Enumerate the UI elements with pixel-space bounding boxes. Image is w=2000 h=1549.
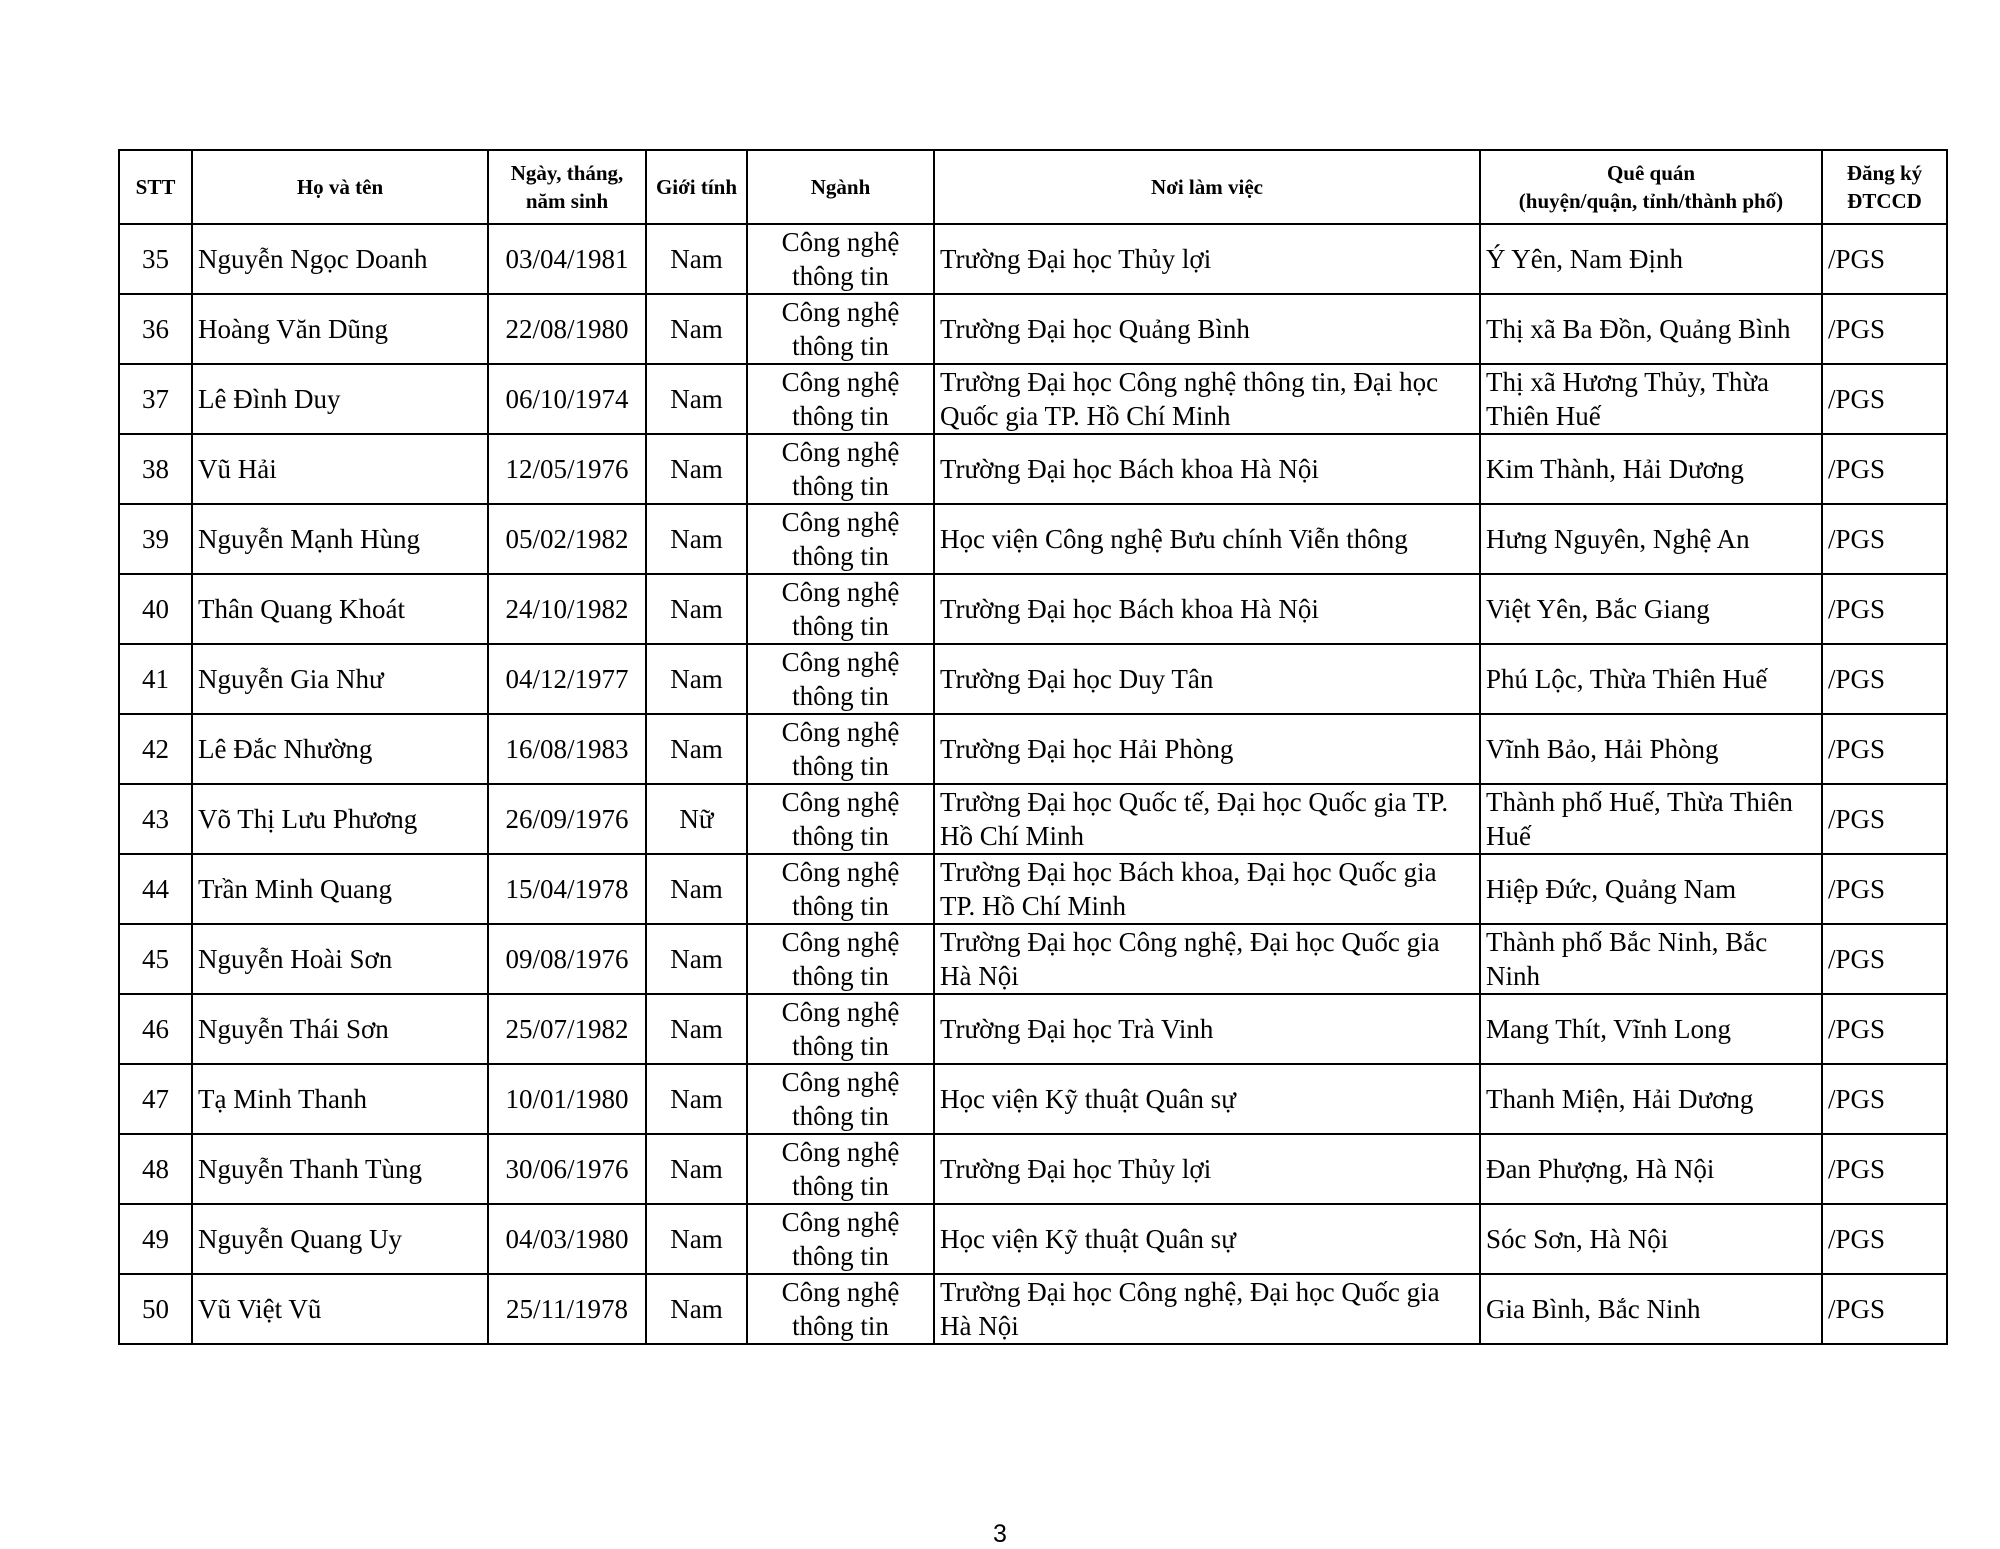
header-full-name: Họ và tên: [192, 150, 488, 224]
cell-gender: Nam: [646, 294, 747, 364]
cell-hometown: Thị xã Ba Đồn, Quảng Bình: [1480, 294, 1822, 364]
cell-birth-date: 05/02/1982: [488, 504, 646, 574]
cell-gender: Nam: [646, 1134, 747, 1204]
cell-birth-date: 24/10/1982: [488, 574, 646, 644]
cell-birth-date: 30/06/1976: [488, 1134, 646, 1204]
cell-field: Công nghệ thông tin: [747, 224, 934, 294]
cell-birth-date: 22/08/1980: [488, 294, 646, 364]
cell-birth-date: 04/03/1980: [488, 1204, 646, 1274]
cell-stt: 45: [119, 924, 192, 994]
cell-registration: /PGS: [1822, 714, 1947, 784]
cell-full-name: Nguyễn Thanh Tùng: [192, 1134, 488, 1204]
table-row: [119, 714, 1947, 784]
cell-gender: Nam: [646, 644, 747, 714]
cell-field: Công nghệ thông tin: [747, 1204, 934, 1274]
header-field: Ngành: [747, 150, 934, 224]
cell-field: Công nghệ thông tin: [747, 1134, 934, 1204]
cell-field: Công nghệ thông tin: [747, 294, 934, 364]
cell-hometown: Mang Thít, Vĩnh Long: [1480, 994, 1822, 1064]
header-gender: Giới tính: [646, 150, 747, 224]
cell-full-name: Thân Quang Khoát: [192, 574, 488, 644]
cell-stt: 50: [119, 1274, 192, 1344]
cell-registration: /PGS: [1822, 644, 1947, 714]
cell-full-name: Vũ Việt Vũ: [192, 1274, 488, 1344]
cell-field: Công nghệ thông tin: [747, 504, 934, 574]
cell-gender: Nam: [646, 1204, 747, 1274]
cell-birth-date: 16/08/1983: [488, 714, 646, 784]
cell-gender: Nam: [646, 434, 747, 504]
cell-hometown: Vĩnh Bảo, Hải Phòng: [1480, 714, 1822, 784]
cell-full-name: Nguyễn Mạnh Hùng: [192, 504, 488, 574]
cell-field: Công nghệ thông tin: [747, 854, 934, 924]
cell-gender: Nữ: [646, 784, 747, 854]
cell-gender: Nam: [646, 224, 747, 294]
cell-workplace: Trường Đại học Hải Phòng: [934, 714, 1480, 784]
cell-stt: 42: [119, 714, 192, 784]
cell-full-name: Lê Đình Duy: [192, 364, 488, 434]
cell-registration: /PGS: [1822, 504, 1947, 574]
cell-field: Công nghệ thông tin: [747, 434, 934, 504]
cell-gender: Nam: [646, 574, 747, 644]
cell-registration: /PGS: [1822, 1134, 1947, 1204]
cell-field: Công nghệ thông tin: [747, 574, 934, 644]
cell-hometown: Hiệp Đức, Quảng Nam: [1480, 854, 1822, 924]
cell-field: Công nghệ thông tin: [747, 1274, 934, 1344]
cell-workplace: Trường Đại học Thủy lợi: [934, 1134, 1480, 1204]
cell-workplace: Trường Đại học Quốc tế, Đại học Quốc gia TP. Hồ Chí Minh: [934, 784, 1480, 854]
cell-hometown: Thành phố Huế, Thừa Thiên Huế: [1480, 784, 1822, 854]
table-row: [119, 784, 1947, 854]
cell-stt: 35: [119, 224, 192, 294]
header-birth-date: Ngày, tháng, năm sinh: [488, 150, 646, 224]
table-body: [119, 224, 1947, 1344]
cell-field: Công nghệ thông tin: [747, 994, 934, 1064]
cell-birth-date: 04/12/1977: [488, 644, 646, 714]
cell-hometown: Ý Yên, Nam Định: [1480, 224, 1822, 294]
cell-full-name: Hoàng Văn Dũng: [192, 294, 488, 364]
cell-full-name: Nguyễn Quang Uy: [192, 1204, 488, 1274]
cell-birth-date: 26/09/1976: [488, 784, 646, 854]
cell-birth-date: 25/11/1978: [488, 1274, 646, 1344]
cell-gender: Nam: [646, 994, 747, 1064]
table-row: [119, 1274, 1947, 1344]
cell-birth-date: 10/01/1980: [488, 1064, 646, 1134]
cell-full-name: Vũ Hải: [192, 434, 488, 504]
cell-gender: Nam: [646, 1274, 747, 1344]
table-row: [119, 1134, 1947, 1204]
cell-registration: /PGS: [1822, 574, 1947, 644]
cell-stt: 37: [119, 364, 192, 434]
cell-stt: 38: [119, 434, 192, 504]
cell-hometown: Thanh Miện, Hải Dương: [1480, 1064, 1822, 1134]
cell-hometown: Hưng Nguyên, Nghệ An: [1480, 504, 1822, 574]
cell-birth-date: 09/08/1976: [488, 924, 646, 994]
cell-gender: Nam: [646, 854, 747, 924]
cell-hometown: Kim Thành, Hải Dương: [1480, 434, 1822, 504]
cell-stt: 40: [119, 574, 192, 644]
cell-stt: 43: [119, 784, 192, 854]
table-row: [119, 854, 1947, 924]
cell-gender: Nam: [646, 504, 747, 574]
cell-registration: /PGS: [1822, 1274, 1947, 1344]
cell-registration: /PGS: [1822, 994, 1947, 1064]
table-header-row: [119, 150, 1947, 224]
table-row: [119, 224, 1947, 294]
cell-registration: /PGS: [1822, 1064, 1947, 1134]
cell-stt: 46: [119, 994, 192, 1064]
cell-stt: 41: [119, 644, 192, 714]
cell-hometown: Thành phố Bắc Ninh, Bắc Ninh: [1480, 924, 1822, 994]
cell-workplace: Trường Đại học Công nghệ thông tin, Đại học Quốc gia TP. Hồ Chí Minh: [934, 364, 1480, 434]
cell-workplace: Học viện Kỹ thuật Quân sự: [934, 1204, 1480, 1274]
cell-workplace: Trường Đại học Bách khoa, Đại học Quốc gia TP. Hồ Chí Minh: [934, 854, 1480, 924]
cell-birth-date: 06/10/1974: [488, 364, 646, 434]
table-row: [119, 504, 1947, 574]
cell-registration: /PGS: [1822, 924, 1947, 994]
cell-stt: 49: [119, 1204, 192, 1274]
cell-workplace: Học viện Kỹ thuật Quân sự: [934, 1064, 1480, 1134]
cell-registration: /PGS: [1822, 854, 1947, 924]
cell-full-name: Nguyễn Ngọc Doanh: [192, 224, 488, 294]
table-row: [119, 924, 1947, 994]
cell-workplace: Học viện Công nghệ Bưu chính Viễn thông: [934, 504, 1480, 574]
cell-stt: 44: [119, 854, 192, 924]
cell-workplace: Trường Đại học Bách khoa Hà Nội: [934, 434, 1480, 504]
cell-workplace: Trường Đại học Công nghệ, Đại học Quốc gia Hà Nội: [934, 1274, 1480, 1344]
cell-workplace: Trường Đại học Trà Vinh: [934, 994, 1480, 1064]
cell-full-name: Tạ Minh Thanh: [192, 1064, 488, 1134]
cell-birth-date: 03/04/1981: [488, 224, 646, 294]
cell-hometown: Thị xã Hương Thủy, Thừa Thiên Huế: [1480, 364, 1822, 434]
cell-registration: /PGS: [1822, 434, 1947, 504]
table-row: [119, 994, 1947, 1064]
cell-full-name: Trần Minh Quang: [192, 854, 488, 924]
cell-gender: Nam: [646, 924, 747, 994]
cell-workplace: Trường Đại học Quảng Bình: [934, 294, 1480, 364]
cell-hometown: Gia Bình, Bắc Ninh: [1480, 1274, 1822, 1344]
table-row: [119, 294, 1947, 364]
table-row: [119, 364, 1947, 434]
cell-birth-date: 12/05/1976: [488, 434, 646, 504]
cell-full-name: Nguyễn Hoài Sơn: [192, 924, 488, 994]
cell-registration: /PGS: [1822, 1204, 1947, 1274]
cell-registration: /PGS: [1822, 224, 1947, 294]
cell-field: Công nghệ thông tin: [747, 784, 934, 854]
table-row: [119, 1204, 1947, 1274]
table-row: [119, 644, 1947, 714]
cell-registration: /PGS: [1822, 784, 1947, 854]
cell-field: Công nghệ thông tin: [747, 714, 934, 784]
cell-gender: Nam: [646, 1064, 747, 1134]
cell-hometown: Việt Yên, Bắc Giang: [1480, 574, 1822, 644]
header-workplace: Nơi làm việc: [934, 150, 1480, 224]
table-row: [119, 574, 1947, 644]
cell-workplace: Trường Đại học Duy Tân: [934, 644, 1480, 714]
cell-registration: /PGS: [1822, 364, 1947, 434]
table-row: [119, 434, 1947, 504]
cell-hometown: Phú Lộc, Thừa Thiên Huế: [1480, 644, 1822, 714]
cell-full-name: Nguyễn Thái Sơn: [192, 994, 488, 1064]
cell-field: Công nghệ thông tin: [747, 644, 934, 714]
cell-stt: 48: [119, 1134, 192, 1204]
cell-field: Công nghệ thông tin: [747, 364, 934, 434]
cell-stt: 36: [119, 294, 192, 364]
table-row: [119, 1064, 1947, 1134]
cell-workplace: Trường Đại học Bách khoa Hà Nội: [934, 574, 1480, 644]
cell-birth-date: 25/07/1982: [488, 994, 646, 1064]
cell-gender: Nam: [646, 714, 747, 784]
cell-field: Công nghệ thông tin: [747, 1064, 934, 1134]
header-hometown: Quê quán (huyện/quận, tỉnh/thành phố): [1480, 150, 1822, 224]
cell-stt: 39: [119, 504, 192, 574]
cell-full-name: Lê Đắc Nhường: [192, 714, 488, 784]
cell-gender: Nam: [646, 364, 747, 434]
cell-full-name: Võ Thị Lưu Phương: [192, 784, 488, 854]
cell-hometown: Sóc Sơn, Hà Nội: [1480, 1204, 1822, 1274]
cell-full-name: Nguyễn Gia Như: [192, 644, 488, 714]
cell-stt: 47: [119, 1064, 192, 1134]
cell-workplace: Trường Đại học Công nghệ, Đại học Quốc gia Hà Nội: [934, 924, 1480, 994]
header-stt: STT: [119, 150, 192, 224]
page-number: 3: [993, 1520, 1007, 1548]
cell-hometown: Đan Phượng, Hà Nội: [1480, 1134, 1822, 1204]
cell-field: Công nghệ thông tin: [747, 924, 934, 994]
cell-registration: /PGS: [1822, 294, 1947, 364]
candidate-table: [118, 149, 1948, 1345]
cell-birth-date: 15/04/1978: [488, 854, 646, 924]
cell-workplace: Trường Đại học Thủy lợi: [934, 224, 1480, 294]
header-registration: Đăng ký ĐTCCD: [1822, 150, 1947, 224]
